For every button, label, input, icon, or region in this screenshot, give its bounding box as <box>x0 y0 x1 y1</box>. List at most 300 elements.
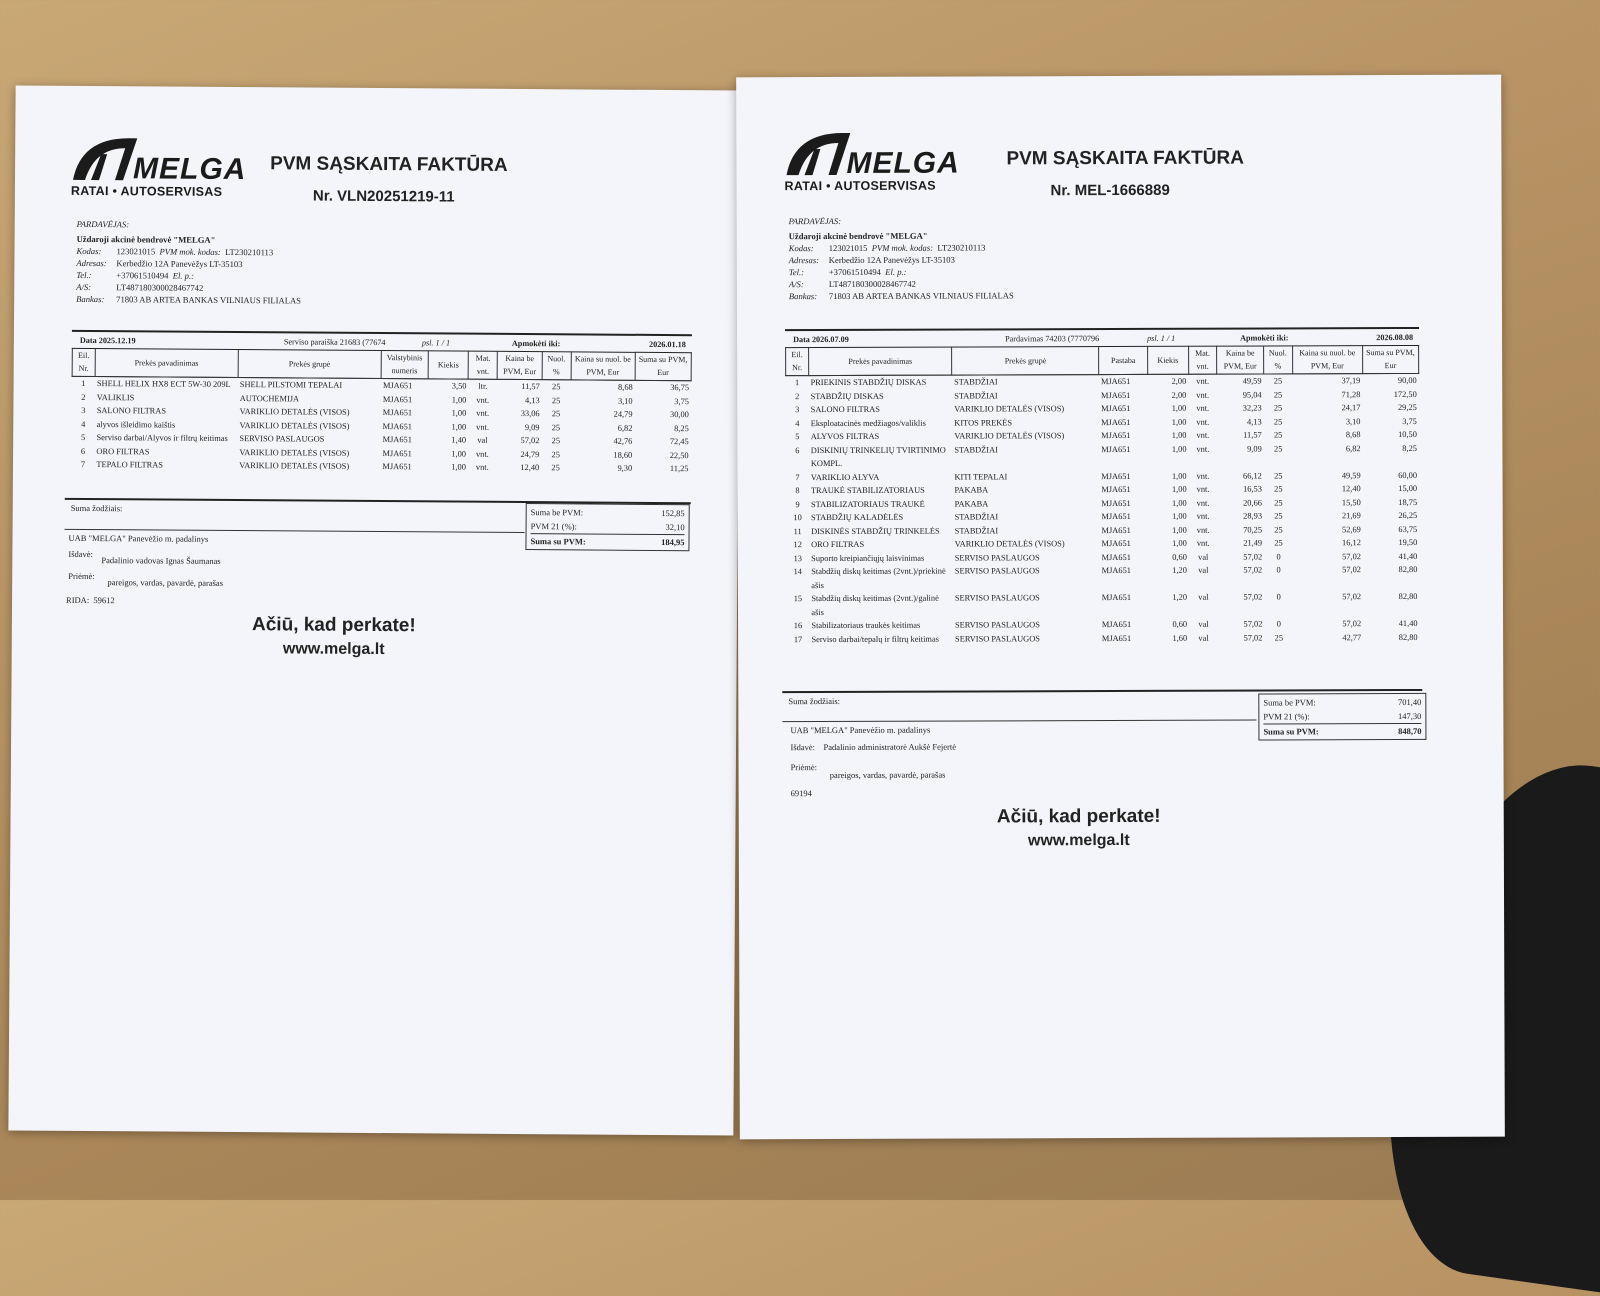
seller-code-line: Kodas: 123021015 PVM mok. kodas: LT230210113 <box>76 245 274 258</box>
website-url: www.melga.lt <box>1027 831 1130 850</box>
table-row <box>786 563 1419 592</box>
table-cell-price: 4,13 <box>1246 417 1262 427</box>
seller-account-line: A/S: LT487180300028467742 <box>788 278 916 290</box>
table-cell-sum: 82,80 <box>1398 564 1418 575</box>
col-header-qty: Kiekis <box>1147 346 1188 375</box>
table-cell-disc: 25 <box>1273 416 1283 426</box>
table-cell-group: STABDŽIAI <box>954 525 999 536</box>
seller-block <box>789 214 1169 302</box>
table-cell-group: VARIKLIO DETALĖS (VISOS) <box>954 539 1065 549</box>
table-cell-plate: MJA651 <box>382 394 413 404</box>
table-cell-qty: 1,60 <box>1172 633 1188 643</box>
due-date: 2026.08.08 <box>1376 332 1414 342</box>
table-cell-name: PRIEKINIS STABDŽIŲ DISKAS <box>810 377 927 388</box>
table-cell-nr: 2 <box>795 391 800 401</box>
table-cell-unit: val <box>1198 633 1209 643</box>
due-date: 2026.01.18 <box>648 339 686 349</box>
table-cell-unit: vnt. <box>476 422 490 432</box>
logo-tagline: RATAI • AUTOSERVISAS <box>70 183 223 199</box>
table-cell-qty: 1,00 <box>1171 484 1187 494</box>
col-header-name: Prekės pavadinimas <box>808 347 952 376</box>
totals-vat-row: PVM 21 (%): 147,30 <box>1263 710 1422 722</box>
table-cell-name: ORO FILTRAS <box>811 539 865 550</box>
table-cell-price: 95,04 <box>1242 390 1262 400</box>
table-cell-qty: 1,00 <box>451 449 467 459</box>
table-cell-price-disc: 3,10 <box>617 396 633 406</box>
col-header-name: Prekės pavadinimas <box>95 348 238 377</box>
table-cell-disc: 25 <box>1274 470 1283 480</box>
table-cell-sum: 11,25 <box>669 464 689 474</box>
table-cell-price: 4,13 <box>525 395 540 405</box>
table-cell-sum: 172,50 <box>1393 389 1417 399</box>
table-cell-price: 57,02 <box>520 436 540 446</box>
table-cell-unit: val <box>1198 565 1209 575</box>
table-cell-name: DISKINIŲ TRINKELIŲ TVIRTINIMO KOMPL. <box>810 445 946 469</box>
table-cell-name: STABDŽIŲ KALADĖLĖS <box>811 512 904 523</box>
table-cell-unit: vnt. <box>475 449 489 459</box>
branch-rule <box>782 720 1256 723</box>
table-cell-disc: 25 <box>1274 538 1283 548</box>
table-cell-price-disc: 57,02 <box>1342 565 1361 575</box>
col-header-group: Prekės grupė <box>952 346 1099 375</box>
table-cell-price: 57,02 <box>1243 565 1263 575</box>
table-cell-name: SALONO FILTRAS <box>96 406 167 416</box>
table-cell-price: 66,12 <box>1242 471 1262 481</box>
col-header-unit: Mat. vnt. <box>469 351 498 380</box>
table-cell-plate: MJA651 <box>382 462 412 472</box>
melga-logo-mark-icon <box>71 134 141 182</box>
table-cell-group: VARIKLIO DETALĖS (VISOS) <box>239 461 350 471</box>
table-cell-sum: 72,45 <box>669 437 689 447</box>
table-cell-name: Eksploatacinės medžiagos/valiklis <box>810 418 926 428</box>
table-cell-nr: 4 <box>81 419 86 429</box>
table-cell-plate: MJA651 <box>1101 417 1131 427</box>
table-cell-plate: MJA651 <box>1101 619 1132 630</box>
table-cell-price-disc: 6,82 <box>617 423 633 433</box>
invoice-sheet-right <box>736 75 1505 1140</box>
table-cell-unit: vnt. <box>1196 525 1210 535</box>
col-header-group: Prekės grupė <box>238 349 381 378</box>
table-cell-nr: 1 <box>795 378 800 388</box>
table-cell-name: DISKINĖS STABDŽIŲ TRINKELĖS <box>811 526 940 536</box>
table-cell-plate: MJA651 <box>382 435 412 445</box>
table-cell-price-disc: 57,02 <box>1342 619 1362 629</box>
table-cell-price: 32,23 <box>1242 403 1262 413</box>
col-header-discount: Nuol. % <box>542 351 571 380</box>
table-cell-disc: 0 <box>1276 565 1281 575</box>
sum-words-label: Suma žodžiais: <box>788 695 841 707</box>
totals-net-row: Suma be PVM: 152,85 <box>530 507 685 519</box>
table-cell-price-disc: 24,79 <box>613 409 633 419</box>
table-cell-price: 33,06 <box>520 409 540 419</box>
invoice-number: Nr. VLN20251219-11 <box>312 187 455 206</box>
table-row <box>786 441 1419 470</box>
table-cell-sum: 29,25 <box>1397 402 1417 413</box>
invoice-number: Nr. MEL-1666889 <box>1050 181 1170 200</box>
table-cell-unit: vnt. <box>1196 403 1210 413</box>
table-cell-name: Serviso darbai/Alyvos ir filtrų keitimas <box>96 433 228 443</box>
table-cell-nr: 11 <box>793 526 802 536</box>
table-cell-nr: 17 <box>793 634 803 644</box>
sum-words-label: Suma žodžiais: <box>70 502 123 514</box>
received-line: Priėmė: pareigos, vardas, pavardė, parašas <box>68 570 224 588</box>
table-cell-price: 9,09 <box>1247 444 1262 454</box>
items-table-body <box>786 373 1420 646</box>
table-cell-sum: 60,00 <box>1398 470 1418 480</box>
table-cell-disc: 25 <box>1273 389 1283 399</box>
table-cell-nr: 6 <box>80 446 86 456</box>
table-cell-qty: 2,00 <box>1171 376 1187 386</box>
table-cell-plate: MJA651 <box>1101 633 1132 643</box>
table-cell-qty: 1,00 <box>1171 471 1187 481</box>
table-cell-qty: 1,00 <box>451 395 467 405</box>
table-cell-unit: val <box>1198 619 1209 629</box>
invoice-date: Data 2025.12.19 <box>79 335 136 345</box>
totals-box <box>1258 693 1426 741</box>
table-cell-price-disc: 37,19 <box>1341 376 1361 386</box>
table-cell-group: SERVISO PASLAUGOS <box>954 552 1040 563</box>
table-cell-nr: 1 <box>81 378 86 388</box>
items-table-body <box>71 376 691 475</box>
table-cell-price: 20,66 <box>1243 498 1262 508</box>
table-cell-qty: 1,00 <box>1172 511 1187 521</box>
document-title: PVM SĄSKAITA FAKTŪRA <box>1006 147 1244 170</box>
table-cell-price: 57,02 <box>1243 552 1263 562</box>
due-label: Apmokėti iki: <box>511 338 561 348</box>
col-header-unit: Mat. vnt. <box>1188 346 1217 375</box>
mileage-line: 69194 <box>790 788 812 799</box>
thanks-message: Ačiū, kad perkate! <box>996 805 1161 828</box>
table-cell-nr: 13 <box>793 553 802 563</box>
table-cell-disc: 25 <box>1273 430 1283 440</box>
table-cell-nr: 6 <box>795 445 800 455</box>
table-cell-disc: 25 <box>1274 511 1283 521</box>
table-cell-price: 49,59 <box>1242 376 1262 386</box>
table-cell-unit: vnt. <box>475 462 489 472</box>
page-indicator: psl. 1 / 1 <box>1147 333 1176 343</box>
page-indicator: psl. 1 / 1 <box>421 337 451 348</box>
table-cell-group: STABDŽIAI <box>954 390 998 401</box>
table-cell-nr: 10 <box>793 513 802 523</box>
col-header-qty: Kiekis <box>428 350 469 379</box>
table-cell-disc: 25 <box>1274 524 1283 534</box>
table-row <box>786 590 1419 619</box>
table-cell-group: STABDŽIAI <box>954 377 998 387</box>
table-cell-price-disc: 57,02 <box>1342 592 1362 602</box>
table-header-row <box>72 348 691 381</box>
table-cell-price-disc: 6,82 <box>1345 443 1361 453</box>
table-cell-name: Serviso darbai/tepalų ir filtrų keitimas <box>811 634 939 644</box>
table-cell-sum: 26,25 <box>1398 510 1418 521</box>
table-cell-nr: 15 <box>793 594 803 604</box>
logo-tagline: RATAI • AUTOSERVISAS <box>784 178 936 194</box>
table-cell-name: Stabilizatoriaus traukės keitimas <box>811 620 921 631</box>
table-cell-qty: 1,00 <box>451 422 467 432</box>
table-cell-unit: vnt. <box>1196 376 1210 386</box>
table-cell-name: VALIKLIS <box>96 392 135 402</box>
seller-company: Uždaroji akcinė bendrovė "MELGA" <box>788 230 928 242</box>
table-cell-plate: MJA651 <box>1100 390 1131 400</box>
table-cell-unit: vnt. <box>1196 417 1210 427</box>
seller-phone-line: Tel.: +37061510494 El. p.: <box>76 269 195 281</box>
website-url: www.melga.lt <box>282 640 385 659</box>
table-cell-plate: MJA651 <box>1100 376 1131 387</box>
seller-block <box>76 218 437 308</box>
table-cell-disc: 25 <box>1273 403 1283 413</box>
table-cell-group: SERVISO PASLAUGOS <box>955 633 1040 644</box>
table-cell-price-disc: 8,68 <box>618 382 633 392</box>
table-cell-price: 28,93 <box>1243 511 1263 521</box>
table-cell-qty: 1,00 <box>451 462 466 472</box>
col-header-sum: Suma su PVM, Eur <box>1362 345 1418 374</box>
table-cell-sum: 82,80 <box>1398 632 1418 642</box>
table-cell-nr: 3 <box>795 405 800 415</box>
table-cell-disc: 25 <box>551 436 561 446</box>
table-cell-group: KITI TEPALAI <box>954 471 1008 482</box>
table-cell-name: SHELL HELIX HX8 ECT 5W-30 209L <box>96 379 231 389</box>
table-cell-qty: 1,00 <box>1171 417 1187 427</box>
table-cell-group: PAKABA <box>954 485 989 495</box>
table-cell-price-disc: 57,02 <box>1342 551 1361 561</box>
table-cell-plate: MJA651 <box>1101 592 1132 603</box>
table-cell-nr: 9 <box>795 499 800 509</box>
document-title: PVM SĄSKAITA FAKTŪRA <box>270 153 508 176</box>
table-cell-plate: MJA651 <box>1101 498 1131 508</box>
table-cell-price-disc: 18,60 <box>613 450 633 460</box>
table-cell-sum: 3,75 <box>674 396 690 406</box>
table-cell-plate: MJA651 <box>382 421 413 431</box>
table-cell-disc: 25 <box>551 382 561 392</box>
table-cell-sum: 10,50 <box>1398 429 1417 440</box>
table-cell-price: 57,02 <box>1243 633 1263 643</box>
table-cell-group: SERVISO PASLAUGOS <box>954 566 1040 576</box>
table-cell-price: 11,57 <box>1243 430 1262 440</box>
table-cell-name: STABILIZATORIAUS TRAUKĖ <box>810 499 925 509</box>
table-cell-group: SERVISO PASLAUGOS <box>239 434 325 444</box>
totals-gross-row: Suma su PVM: 848,70 <box>1263 723 1421 739</box>
table-cell-unit: val <box>1198 592 1209 602</box>
invoice-date: Data 2026.07.09 <box>793 334 849 344</box>
table-cell-nr: 5 <box>795 432 800 442</box>
table-cell-unit: vnt. <box>476 395 490 405</box>
issued-line: Išdavė: Padalinio administratorė Aukšė Fejertė <box>790 741 956 753</box>
seller-company: Uždaroji akcinė bendrovė "MELGA" <box>76 233 216 245</box>
table-cell-qty: 1,00 <box>1172 498 1187 508</box>
table-cell-price-disc: 71,28 <box>1341 389 1361 399</box>
table-cell-plate: MJA651 <box>1101 552 1131 562</box>
table-cell-group: VARIKLIO DETALĖS (VISOS) <box>239 407 350 417</box>
table-cell-sum: 63,75 <box>1398 524 1418 534</box>
table-cell-nr: 8 <box>795 486 800 496</box>
table-cell-unit: vnt. <box>1196 511 1210 521</box>
table-cell-price-disc: 42,76 <box>613 436 633 446</box>
table-cell-group: STABDŽIAI <box>954 444 998 455</box>
table-cell-group: PAKABA <box>954 498 989 509</box>
table-cell-sum: 30,00 <box>669 410 689 420</box>
col-header-price-discounted: Kaina su nuol. be PVM, Eur <box>571 351 635 380</box>
table-cell-sum: 19,50 <box>1398 537 1418 548</box>
table-cell-price: 12,40 <box>520 463 540 473</box>
table-cell-qty: 0,60 <box>1172 552 1187 562</box>
table-header-row <box>786 345 1419 376</box>
table-cell-qty: 1,00 <box>1171 403 1187 413</box>
table-cell-price-disc: 52,69 <box>1341 524 1361 534</box>
table-cell-disc: 0 <box>1276 619 1281 629</box>
items-table <box>785 345 1420 646</box>
table-cell-disc: 25 <box>1274 484 1283 494</box>
issued-line: Išdavė: Padalinio vadovas Ignas Šaumanas <box>68 548 221 566</box>
table-cell-plate: MJA651 <box>382 381 413 391</box>
invoice-reference: Serviso paraiška 21683 (77674 <box>283 336 386 347</box>
melga-logo <box>784 129 960 194</box>
table-cell-price-disc: 21,69 <box>1341 511 1361 521</box>
table-cell-disc: 0 <box>1276 551 1281 561</box>
col-header-plate: Valstybinis numeris <box>381 350 428 379</box>
table-cell-sum: 8,25 <box>1402 443 1417 453</box>
table-cell-price-disc: 8,68 <box>1345 430 1361 440</box>
logo-name: MELGA <box>846 146 960 180</box>
table-cell-sum: 3,75 <box>1402 416 1417 426</box>
table-cell-plate: MJA651 <box>1101 403 1131 414</box>
table-cell-name: Stabdžių diskų keitimas (2vnt.)/priekinė ašis <box>811 566 946 590</box>
table-cell-qty: 1,00 <box>1171 430 1187 440</box>
table-cell-plate: MJA651 <box>1101 484 1131 495</box>
table-cell-nr: 14 <box>793 567 802 577</box>
seller-bank-line: Bankas: 71803 AB ARTEA BANKAS VILNIAUS FILIALAS <box>76 293 302 306</box>
table-cell-price: 57,02 <box>1243 592 1263 602</box>
table-cell-nr: 5 <box>80 432 86 442</box>
due-label: Apmokėti iki: <box>1240 332 1289 343</box>
table-cell-unit: ltr. <box>478 381 488 391</box>
seller-code-line: Kodas: 123021015 PVM mok. kodas: LT230210113 <box>788 242 986 254</box>
table-cell-disc: 25 <box>1273 443 1283 453</box>
table-cell-nr: 3 <box>81 405 86 415</box>
table-cell-nr: 4 <box>795 418 800 428</box>
table-row <box>787 630 1420 646</box>
logo-name: MELGA <box>132 152 247 187</box>
table-cell-group: VARIKLIO DETALĖS (VISOS) <box>954 404 1065 414</box>
table-cell-qty: 2,00 <box>1171 390 1187 400</box>
table-cell-plate: MJA651 <box>382 408 413 418</box>
table-cell-unit: vnt. <box>1196 430 1210 440</box>
col-header-price: Kaina be PVM, Eur <box>1217 345 1264 374</box>
table-cell-disc: 25 <box>1274 497 1283 507</box>
table-cell-group: SERVISO PASLAUGOS <box>954 593 1040 603</box>
table-cell-unit: vnt. <box>476 408 490 418</box>
col-header-sum: Suma su PVM, Eur <box>635 352 692 381</box>
seller-heading: PARDAVĖJAS: <box>76 218 130 230</box>
table-cell-disc: 25 <box>551 449 560 459</box>
table-cell-price: 24,79 <box>520 449 540 459</box>
table-cell-disc: 25 <box>551 422 561 432</box>
table-cell-group: STABDŽIAI <box>954 512 999 522</box>
seller-phone-line: Tel.: +37061510494 El. p.: <box>788 266 907 278</box>
table-cell-unit: vnt. <box>1196 471 1210 481</box>
table-cell-sum: 41,40 <box>1398 618 1418 629</box>
table-cell-sum: 18,75 <box>1398 497 1418 507</box>
table-cell-plate: MJA651 <box>1101 525 1131 535</box>
table-cell-qty: 1,00 <box>451 408 467 418</box>
totals-gross-row: Suma su PVM: 184,95 <box>530 533 684 549</box>
table-cell-price-disc: 49,59 <box>1341 470 1361 480</box>
seller-address-line: Adresas: Kerbedžio 12A Panevėžys LT-35103 <box>788 254 955 266</box>
table-cell-sum: 22,50 <box>669 450 689 460</box>
seller-address-line: Adresas: Kerbedžio 12A Panevėžys LT-35103 <box>76 257 243 270</box>
table-cell-group: SERVISO PASLAUGOS <box>954 620 1040 630</box>
col-header-price-discounted: Kaina su nuol. be PVM, Eur <box>1292 345 1362 374</box>
items-table <box>71 348 692 476</box>
table-cell-unit: vnt. <box>1196 498 1210 508</box>
melga-logo <box>70 134 247 199</box>
col-header-discount: Nuol. % <box>1263 345 1292 374</box>
table-cell-price-disc: 16,12 <box>1342 538 1361 548</box>
table-cell-disc: 25 <box>551 395 561 405</box>
table-cell-price: 57,02 <box>1243 619 1263 629</box>
invoice-sheet-left <box>8 85 740 1135</box>
table-cell-price-disc: 12,40 <box>1341 484 1361 494</box>
table-cell-nr: 12 <box>793 540 802 550</box>
table-cell-qty: 3,50 <box>451 381 467 391</box>
table-cell-plate: MJA651 <box>1101 565 1131 576</box>
table-cell-qty: 1,20 <box>1172 565 1187 575</box>
thanks-message: Ačiū, kad perkate! <box>251 614 416 637</box>
table-cell-qty: 1,00 <box>1171 444 1187 454</box>
table-cell-price: 70,25 <box>1243 525 1263 535</box>
table-cell-qty: 0,60 <box>1172 619 1188 629</box>
table-cell-name: VARIKLIO ALYVA <box>810 472 880 482</box>
table-cell-plate: MJA651 <box>1101 538 1131 549</box>
mileage-line: RIDA: 59612 <box>66 594 115 606</box>
branch-name: UAB "MELGA" Panevėžio m. padalinys <box>68 532 209 544</box>
table-cell-price: 16,53 <box>1243 484 1262 494</box>
melga-logo-mark-icon <box>784 129 854 177</box>
table-cell-price-disc: 42,77 <box>1342 632 1362 642</box>
table-cell-qty: 1,20 <box>1172 592 1188 602</box>
table-cell-name: TEPALO FILTRAS <box>96 460 164 470</box>
totals-vat-row: PVM 21 (%): 32,10 <box>530 521 685 533</box>
table-cell-unit: val <box>1198 552 1209 562</box>
table-cell-group: AUTOCHEMIJA <box>239 393 300 403</box>
table-cell-unit: val <box>477 435 488 445</box>
table-cell-nr: 7 <box>795 472 800 482</box>
table-cell-unit: vnt. <box>1196 390 1210 400</box>
table-cell-qty: 1,00 <box>1172 538 1187 548</box>
table-cell-disc: 25 <box>551 409 561 419</box>
table-cell-price: 11,57 <box>521 382 540 392</box>
table-cell-unit: vnt. <box>1196 444 1210 454</box>
table-cell-group: VARIKLIO DETALĖS (VISOS) <box>239 447 350 458</box>
table-cell-disc: 25 <box>551 463 560 473</box>
table-cell-name: SALONO FILTRAS <box>810 404 880 415</box>
totals-net-row: Suma be PVM: 701,40 <box>1263 696 1422 708</box>
table-cell-price: 21,49 <box>1243 538 1263 548</box>
table-cell-price: 9,09 <box>524 422 540 432</box>
col-header-nr: Eil. Nr. <box>72 348 95 377</box>
table-cell-name: TRAUKĖ STABILIZATORIAUS <box>810 485 925 496</box>
seller-bank-line: Bankas: 71803 AB ARTEA BANKAS VILNIAUS FILIALAS <box>788 290 1014 302</box>
table-cell-sum: 82,80 <box>1398 591 1418 602</box>
table-cell-name: Stabdžių diskų keitimas (2vnt.)/galinė ašis <box>811 593 939 617</box>
col-header-nr: Eil. Nr. <box>786 347 809 376</box>
table-cell-disc: 25 <box>1274 632 1284 642</box>
table-cell-plate: MJA651 <box>1101 444 1131 454</box>
table-cell-disc: 0 <box>1276 592 1281 602</box>
table-cell-plate: MJA651 <box>1101 511 1131 522</box>
table-cell-sum: 90,00 <box>1397 375 1417 386</box>
table-cell-qty: 1,40 <box>451 435 467 445</box>
table-cell-plate: MJA651 <box>1101 430 1131 441</box>
table-cell-nr: 2 <box>81 392 86 402</box>
